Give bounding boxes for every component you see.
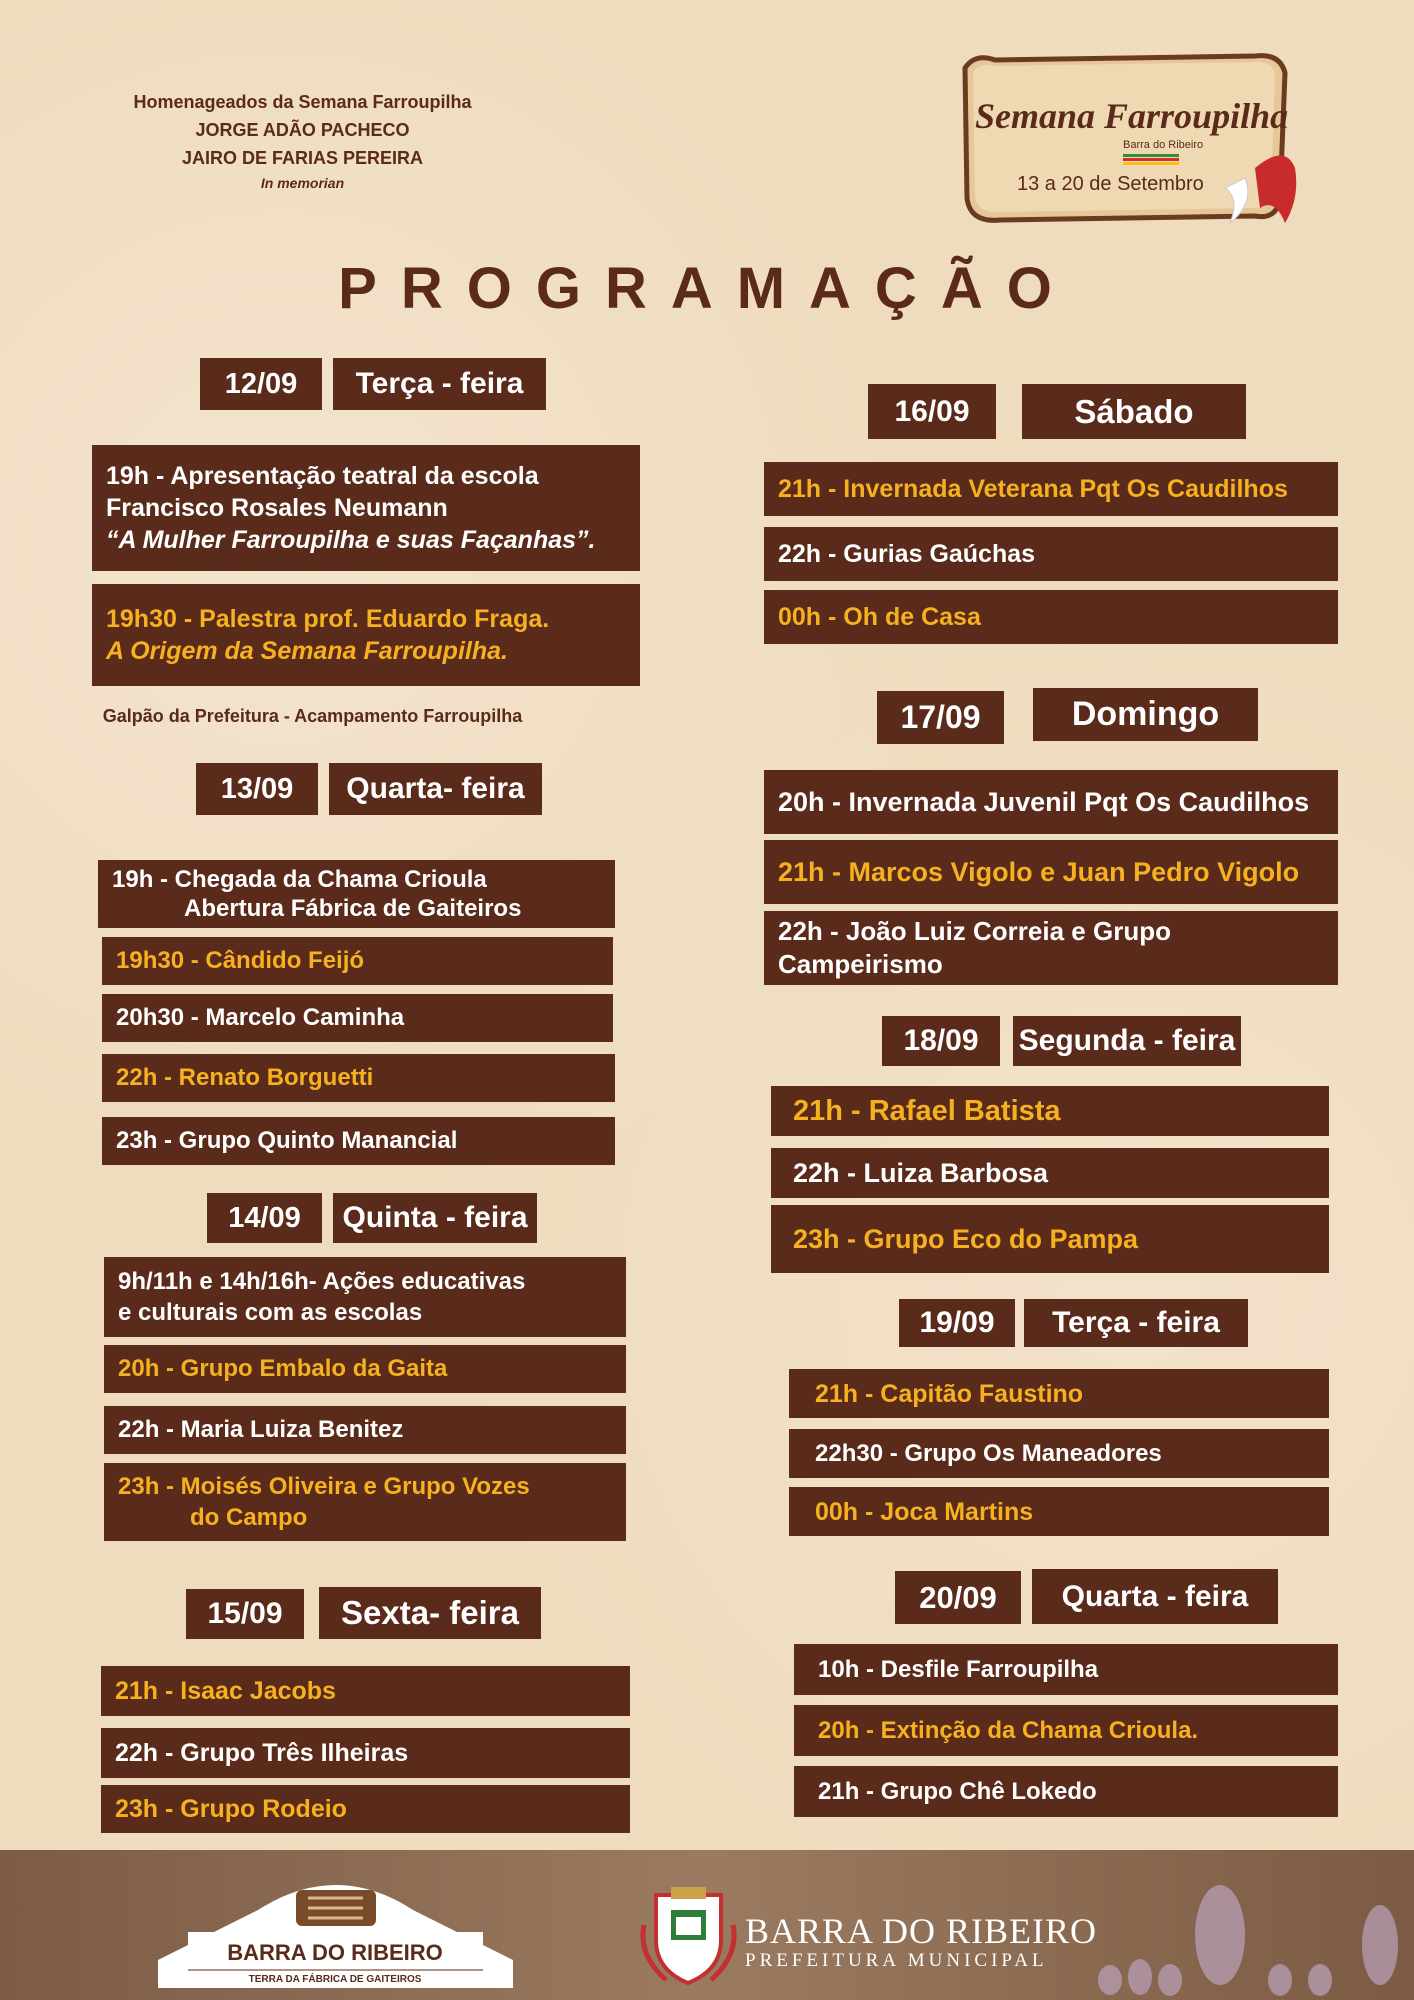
day-weekday-14-09: Quinta - feira [333, 1193, 537, 1243]
event-16-09-veterana: 21h - Invernada Veterana Pqt Os Caudilhos [764, 462, 1338, 516]
town-logo-tagline: TERRA DA FÁBRICA DE GAITEIROS [248, 1974, 422, 1985]
event-line: 19h - Chegada da Chama Crioula [112, 866, 487, 893]
event-13-09-renato: 22h - Renato Borguetti [102, 1054, 615, 1102]
day-weekday-13-09: Quarta- feira [329, 763, 542, 815]
honorees-heading: Homenageados da Semana Farroupilha [133, 92, 472, 112]
event-14-09-acoes [104, 1257, 626, 1337]
day-weekday-12-09: Terça - feira [333, 358, 546, 410]
day-date-14-09: 14/09 [207, 1193, 322, 1243]
day-weekday-16-09: Sábado [1022, 384, 1246, 439]
event-13-09-candido: 19h30 - Cândido Feijó [102, 937, 613, 985]
prefeitura-name: BARRA DO RIBEIRO [745, 1911, 1098, 1951]
semana-farroupilha-logo [955, 48, 1300, 228]
event-18-09-eco-pampa: 23h - Grupo Eco do Pampa [771, 1205, 1329, 1273]
event-line: 19h - Apresentação teatral da escola [106, 462, 539, 490]
town-logo-name: BARRA DO RIBEIRO [227, 1940, 443, 1965]
day-weekday-19-09: Terça - feira [1024, 1299, 1248, 1347]
event-19-09-faustino: 21h - Capitão Faustino [789, 1369, 1329, 1418]
event-line: e culturais com as escolas [118, 1299, 423, 1326]
event-17-09-vigolo: 21h - Marcos Vigolo e Juan Pedro Vigolo [764, 840, 1338, 904]
event-20-09-desfile: 10h - Desfile Farroupilha [794, 1644, 1338, 1695]
day-weekday-17-09: Domingo [1033, 688, 1258, 741]
event-line: 9h/11h e 14h/16h- Ações educativas [118, 1268, 526, 1295]
event-15-09-tres-ilheiras: 22h - Grupo Três Ilheiras [101, 1728, 630, 1778]
barra-do-ribeiro-town-logo [158, 1870, 513, 1990]
event-13-09-chama [98, 860, 615, 928]
day-weekday-20-09: Quarta - feira [1032, 1569, 1278, 1624]
event-17-09-joao-luiz [764, 911, 1338, 985]
event-14-09-maria: 22h - Maria Luiza Benitez [104, 1406, 626, 1454]
event-13-09-quinto: 23h - Grupo Quinto Manancial [102, 1117, 615, 1165]
event-16-09-gurias: 22h - Gurias Gaúchas [764, 527, 1338, 581]
event-19-09-maneadores: 22h30 - Grupo Os Maneadores [789, 1429, 1329, 1478]
event-14-09-embalo: 20h - Grupo Embalo da Gaita [104, 1345, 626, 1393]
event-line: 19h30 - Palestra prof. Eduardo Fraga. [106, 605, 550, 633]
event-20-09-extincao: 20h - Extinção da Chama Crioula. [794, 1705, 1338, 1756]
day-date-19-09: 19/09 [899, 1299, 1015, 1347]
event-12-09-palestra [92, 584, 640, 686]
day-weekday-18-09: Segunda - feira [1013, 1016, 1241, 1066]
event-line: “A Mulher Farroupilha e suas Façanhas”. [106, 526, 596, 554]
honorees-block [100, 88, 505, 194]
honoree-name-1: JORGE ADÃO PACHECO [195, 120, 410, 140]
event-18-09-rafael: 21h - Rafael Batista [771, 1086, 1329, 1136]
event-19-09-joca: 00h - Joca Martins [789, 1487, 1329, 1536]
event-13-09-marcelo: 20h30 - Marcelo Caminha [102, 994, 613, 1042]
day-date-16-09: 16/09 [868, 384, 996, 439]
day-date-18-09: 18/09 [882, 1016, 1000, 1066]
event-18-09-luiza: 22h - Luiza Barbosa [771, 1148, 1329, 1198]
event-15-09-rodeio: 23h - Grupo Rodeio [101, 1785, 630, 1833]
day-date-17-09: 17/09 [877, 691, 1004, 744]
event-16-09-oh-de-casa: 00h - Oh de Casa [764, 590, 1338, 644]
prefeitura-coat-of-arms-icon [636, 1885, 741, 1990]
venue-note: Galpão da Prefeitura - Acampamento Farroupilha [102, 706, 523, 726]
day-date-12-09: 12/09 [200, 358, 322, 410]
gaucho-silhouettes-decoration [1080, 1865, 1414, 2000]
event-line: 22h - João Luiz Correia e Grupo [778, 916, 1171, 946]
day-date-20-09: 20/09 [895, 1571, 1021, 1624]
honoree-name-2: JAIRO DE FARIAS PEREIRA [181, 148, 424, 168]
event-line: A Origem da Semana Farroupilha. [106, 637, 508, 665]
event-12-09-teatro [92, 445, 640, 571]
logo-dates: 13 a 20 de Setembro [1017, 173, 1204, 195]
in-memoriam-note: In memorian [260, 175, 345, 191]
event-line: 23h - Moisés Oliveira e Grupo Vozes [118, 1473, 530, 1500]
event-17-09-juvenil: 20h - Invernada Juvenil Pqt Os Caudilhos [764, 770, 1338, 834]
day-date-15-09: 15/09 [186, 1589, 304, 1639]
day-weekday-15-09: Sexta- feira [319, 1587, 541, 1639]
event-line: Francisco Rosales Neumann [106, 494, 448, 522]
event-20-09-che-lokedo: 21h - Grupo Chê Lokedo [794, 1766, 1338, 1817]
prefeitura-subtitle: PREFEITURA MUNICIPAL [745, 1950, 1048, 1971]
event-line: do Campo [190, 1504, 308, 1531]
event-line: Campeirismo [778, 949, 943, 979]
logo-title: Semana Farroupilha [975, 96, 1289, 136]
event-line: Abertura Fábrica de Gaiteiros [184, 895, 522, 922]
event-14-09-moises [104, 1463, 626, 1541]
logo-place: Barra do Ribeiro [1123, 139, 1204, 151]
day-date-13-09: 13/09 [196, 763, 318, 815]
page-title: PROGRAMAÇÃO [338, 256, 1076, 321]
event-15-09-isaac: 21h - Isaac Jacobs [101, 1666, 630, 1716]
